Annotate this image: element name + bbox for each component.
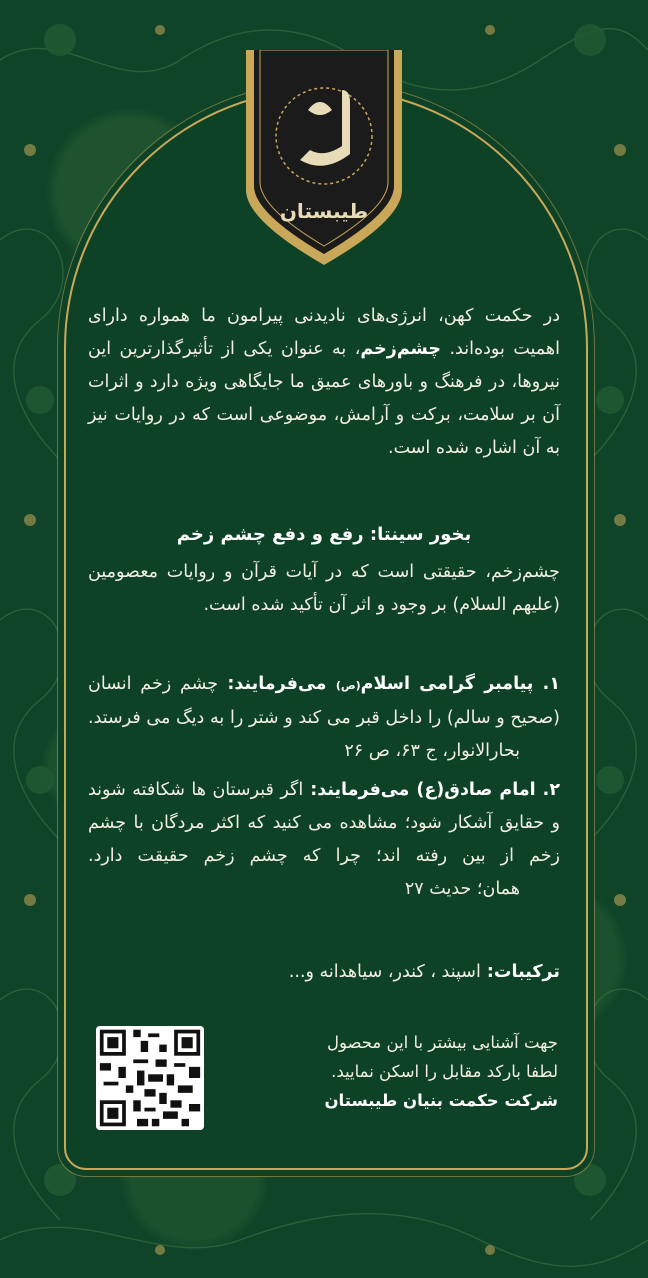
quran-paragraph: چشم‌زخم، حقیقتی است که در آیات قرآن و روایات معصومین (علیهم السلام) بر وجود و اثر آن تأکید شده است.: [88, 562, 560, 615]
section-heading: بخور سینتا: رفع و دفع چشم زخم: [176, 524, 472, 545]
hadith-reference: همان؛ حدیث ۲۷: [404, 879, 520, 899]
hadith-prophet: ۱. پیامبر گرامی اسلام(ص) می‌فرمایند: چشم زخم انسان (صحیح و سالم) را داخل قبر می کند و شتر را به دیگ می فرستد. بحارالانوار، ج ۶۳، ص ۲۶: [88, 668, 560, 768]
contact-block: [220, 1028, 558, 1115]
company-name: شرکت حکمت بنیان طیبستان: [324, 1091, 558, 1110]
contact-line-1: جهت آشنایی بیشتر با این محصول: [326, 1033, 558, 1052]
brand-logo-icon: [238, 50, 410, 272]
hadith-reference: بحارالانوار، ج ۶۳، ص ۲۶: [344, 741, 520, 761]
ingredients-line: ترکیبات: اسپند ، کندر، سیاهدانه و...: [288, 962, 560, 982]
intro-paragraph: در حکمت کهن، انرژی‌های نادیدنی پیرامون ما همواره دارای اهمیت بوده‌اند. چشم‌زخم، به عنوان یکی از تأثیرگذارترین این نیروها، در فرهنگ و باورهای عمیق ما جایگاهی ویژه دارد و اثرات آن بر سلامت، برکت و آرامش، موضوعی است که در روایات نیز به آن اشاره شده است.: [88, 306, 560, 458]
svg-text:طیبستان: طیبستان: [279, 199, 369, 223]
qr-code-icon[interactable]: [96, 1026, 204, 1130]
hadith-imam-sadiq: ۲. امام صادق(ع) می‌فرمایند: اگر قبرستان ها شکافته شوند و حقایق آشکار شود؛ مشاهده می کنید که اکثر مردگان با چشم زخم از بین رفته اند؛ چرا که چشم زخم حقیقت دارد. همان؛ حدیث ۲۷: [88, 774, 560, 906]
contact-line-2: لطفا بارکد مقابل را اسکن نمایید.: [331, 1062, 558, 1081]
